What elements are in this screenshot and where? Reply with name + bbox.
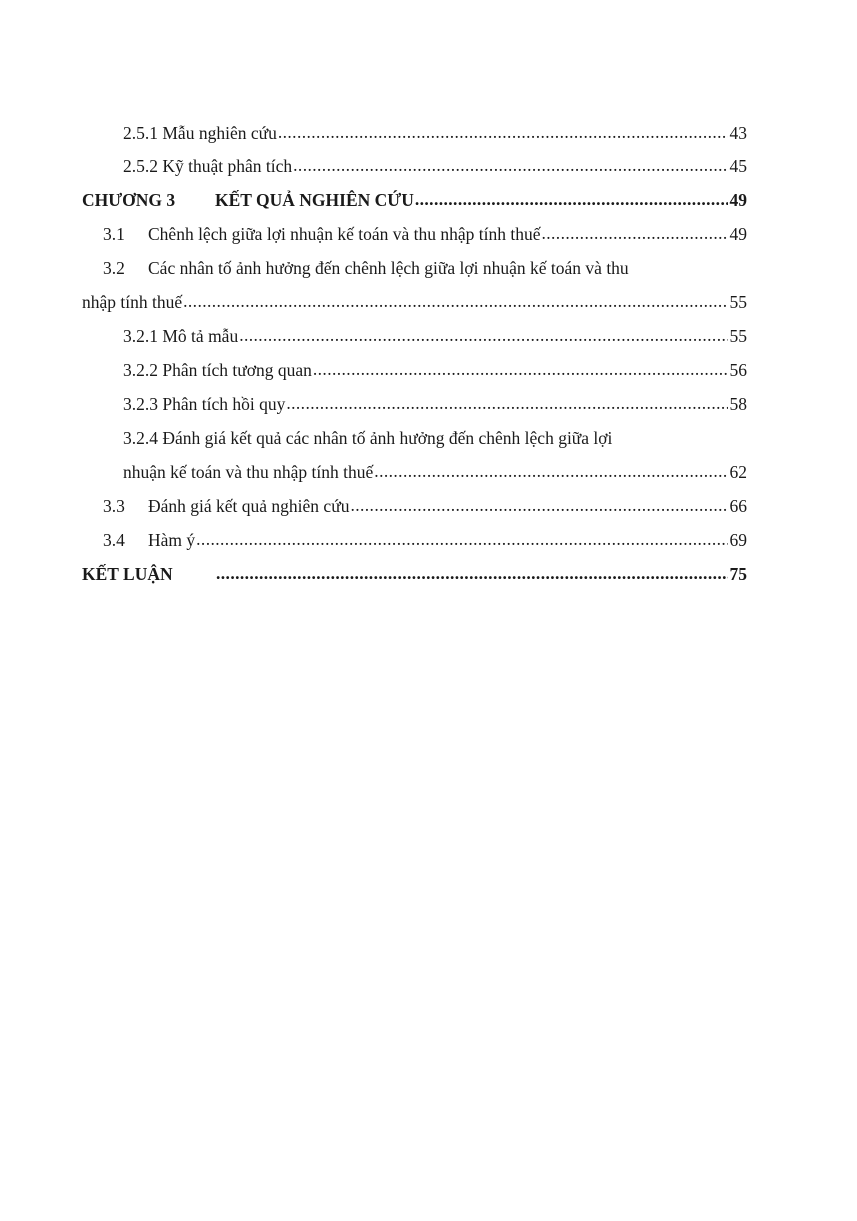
toc-entry-3-2-3[interactable] — [82, 387, 747, 421]
toc-entry-label: 3.2.1 Mô tả mẫu — [123, 326, 239, 346]
toc-page-number: 45 — [729, 156, 747, 176]
toc-entry-label: 3.2.3 Phân tích hồi quy — [123, 394, 286, 414]
toc-entry-3-2-1[interactable] — [82, 319, 747, 353]
dot-leader — [196, 522, 727, 556]
dot-leader — [415, 182, 728, 216]
toc-page-number: 56 — [729, 360, 747, 380]
toc-section-number: 3.3 — [103, 496, 125, 516]
table-of-contents — [82, 118, 747, 591]
toc-entry-2-5-1[interactable] — [82, 118, 747, 149]
toc-page-number: 49 — [729, 224, 747, 244]
toc-entry-label: Đánh giá kết quả nghiên cứu — [148, 496, 350, 516]
dot-leader — [216, 556, 728, 590]
toc-entry-3-2-4[interactable] — [82, 421, 747, 489]
toc-entry-label-line2: nhập tính thuế — [82, 292, 183, 312]
dot-leader — [293, 148, 727, 182]
toc-entry-3-2[interactable] — [82, 251, 747, 319]
toc-entry-label: Chênh lệch giữa lợi nhuận kế toán và thu nhập tính thuế — [148, 224, 541, 244]
toc-page-number: 69 — [729, 530, 747, 550]
toc-entry-label-line1: 3.2.4 Đánh giá kết quả các nhân tố ảnh hưởng đến chênh lệch giữa lợi — [123, 428, 613, 448]
dot-leader — [183, 284, 727, 318]
dot-leader — [350, 488, 727, 522]
toc-page-number: 66 — [729, 496, 747, 516]
dot-leader — [239, 318, 727, 352]
toc-section-number: 3.2 — [103, 258, 125, 278]
toc-entry-label-line2: nhuận kế toán và thu nhập tính thuế — [123, 462, 374, 482]
toc-entry-2-5-2[interactable] — [82, 149, 747, 183]
toc-page-number: 75 — [729, 564, 747, 584]
toc-entry-label: 3.2.2 Phân tích tương quan — [123, 360, 312, 380]
toc-chapter-number: CHƯƠNG 3 — [82, 190, 176, 210]
dot-leader — [541, 216, 727, 250]
toc-entry-chapter-3[interactable] — [82, 183, 747, 217]
toc-entry-label: 2.5.2 Kỹ thuật phân tích — [123, 156, 293, 176]
toc-entry-3-2-2[interactable] — [82, 353, 747, 387]
toc-page-number: 58 — [729, 394, 747, 414]
toc-page-number: 55 — [729, 292, 747, 312]
dot-leader — [278, 117, 728, 148]
toc-entry-conclusion[interactable] — [82, 557, 747, 591]
toc-page-number: 55 — [729, 326, 747, 346]
toc-page-number: 43 — [729, 123, 747, 143]
toc-page-number: 62 — [729, 462, 747, 482]
dot-leader — [374, 454, 727, 488]
toc-entry-label: Hàm ý — [148, 530, 196, 550]
dot-leader — [313, 352, 728, 386]
toc-entry-3-4[interactable] — [82, 523, 747, 557]
toc-entry-3-1[interactable] — [82, 217, 747, 251]
toc-entry-label-line1: Các nhân tố ảnh hưởng đến chênh lệch giữa lợi nhuận kế toán và thu — [148, 258, 629, 278]
dot-leader — [286, 386, 727, 420]
toc-section-number: 3.1 — [103, 224, 125, 244]
toc-entry-label: 2.5.1 Mẫu nghiên cứu — [123, 123, 277, 143]
toc-entry-3-3[interactable] — [82, 489, 747, 523]
toc-page-number: 49 — [729, 190, 747, 210]
toc-section-number: 3.4 — [103, 530, 125, 550]
toc-chapter-number: KẾT LUẬN — [82, 564, 173, 584]
toc-entry-label: KẾT QUẢ NGHIÊN CỨU — [215, 190, 414, 210]
